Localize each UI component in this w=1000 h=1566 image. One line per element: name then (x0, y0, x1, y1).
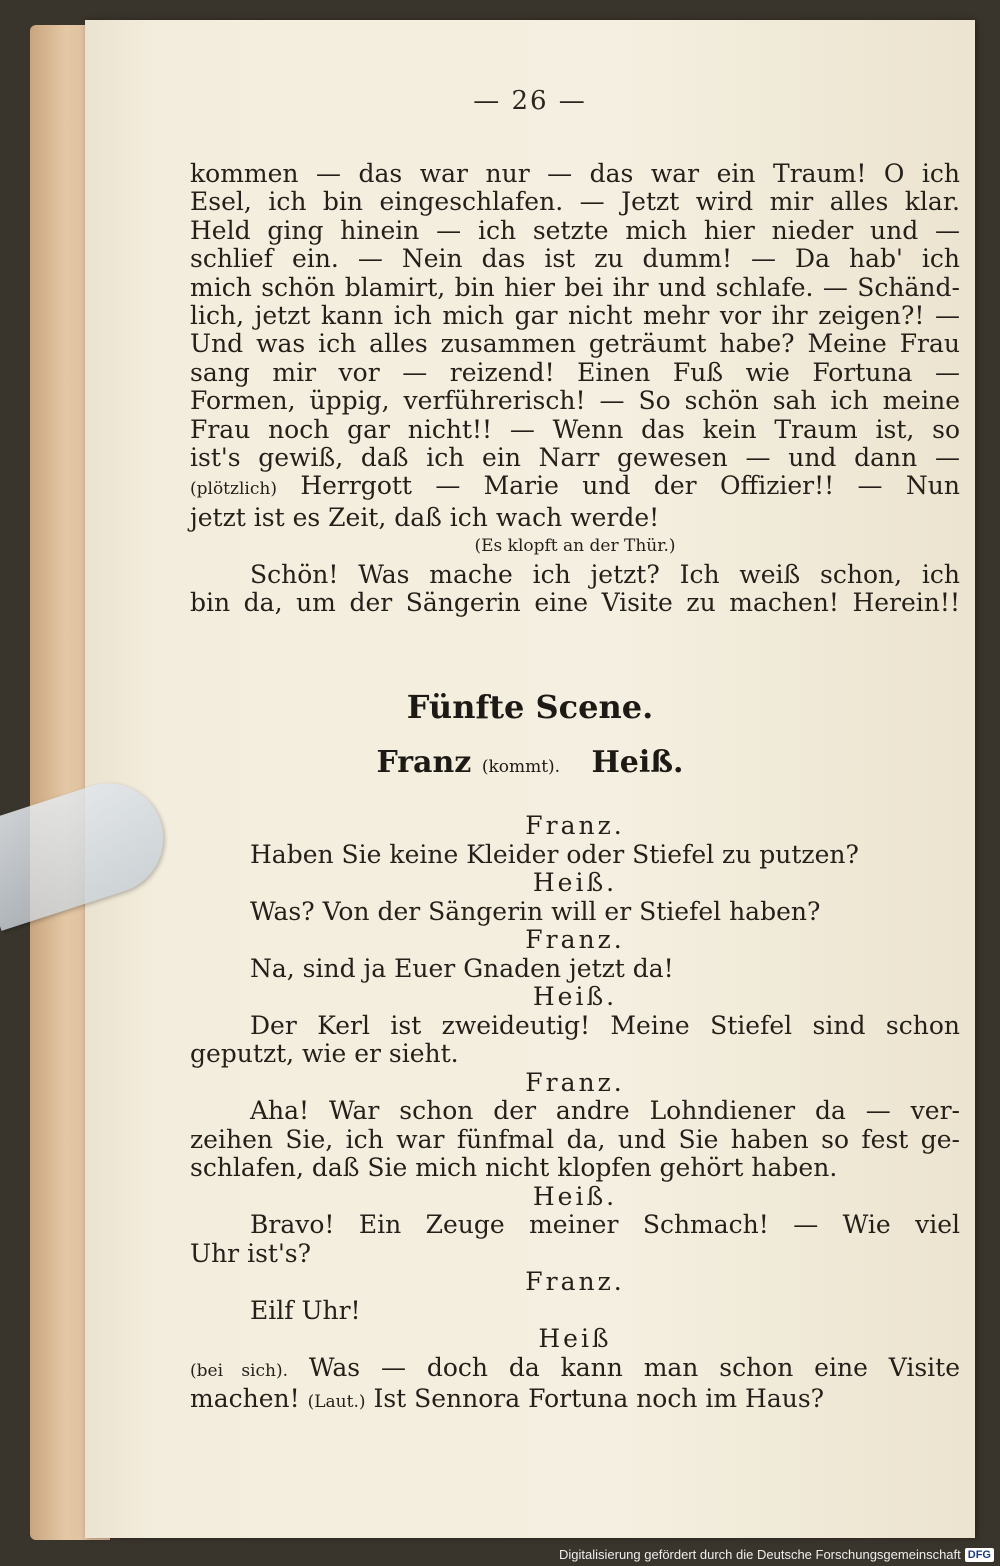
footer-text: Digitalisierung gefördert durch die Deutsche Forschungsgemeinschaft (558, 1547, 961, 1562)
text-span: Was — doch da kann man schon eine Visite (308, 1352, 960, 1382)
text-line: bin da, um der Sängerin eine Visite zu machen! Herein!! (190, 588, 960, 618)
speech-line: Was? Von der Sängerin will er Stiefel haben? (250, 896, 821, 926)
text-line: Frau noch gar nicht!! — Wenn das kein Traum ist, so (190, 414, 960, 444)
text-line: sang mir vor — reizend! Einen Fuß wie Fortuna — (190, 357, 960, 387)
text-line (190, 472, 960, 503)
speaker-name: Franz. (525, 925, 625, 954)
speaker-name: Franz. (525, 1267, 625, 1296)
speech-line: geputzt, wie er sieht. (190, 1039, 459, 1068)
speech-line: schlafen, daß Sie mich nicht klopfen gehört haben. (190, 1153, 838, 1182)
speech-line (190, 1354, 960, 1386)
speech-line: Eilf Uhr! (250, 1295, 361, 1325)
speech-line: zeihen Sie, ich war fünfmal da, und Sie haben so fest ge- (190, 1124, 960, 1154)
footer (559, 1547, 994, 1562)
speech-line: Bravo! Ein Zeuge meiner Schmach! — Wie viel (250, 1210, 960, 1239)
stage-direction: (plötzlich) (190, 479, 277, 500)
text-line: lich, jetzt kann ich mich gar nicht mehr vor ihr zeigen?! — (190, 301, 960, 331)
speech-line: Na, sind ja Euer Gnaden jetzt da! (250, 953, 674, 983)
speech-line (190, 1385, 960, 1417)
cast-franz: Franz (376, 745, 472, 780)
page-number: — 26 — (473, 86, 587, 116)
speaker-name: Heiß. (532, 1181, 618, 1211)
dfg-logo-icon: DFG (965, 1548, 994, 1562)
text-line: kommen — das war nur — das war ein Traum! O ich (190, 159, 960, 188)
text-line: jetzt ist es Zeit, daß ich wach werde! (190, 502, 660, 532)
text-line: ist's gewiß, daß ich ein Narr gewesen — und dann — (190, 443, 960, 473)
text-span: Ist Sennora Fortuna noch im Haus? (373, 1384, 825, 1413)
text-line: Formen, üppig, verführerisch! — So schön sah ich meine (190, 386, 960, 416)
cast-list (85, 745, 975, 780)
speaker-name: Franz. (525, 1067, 625, 1097)
text-line: Schön! Was mache ich jetzt? Ich weiß schon, ich (250, 559, 960, 589)
dialog (190, 812, 960, 1417)
speaker-name: Heiß. (532, 982, 618, 1011)
text-line: schlief ein. — Nein das ist zu dumm! — Da hab' ich (190, 244, 960, 274)
cast-heiss: Heiß. (591, 745, 684, 780)
stage-direction: (Es klopft an der Thür.) (474, 536, 676, 557)
speech-line: Haben Sie keine Kleider oder Stiefel zu putzen? (250, 839, 859, 869)
main-text (190, 160, 960, 618)
speech-line: Aha! War schon der andre Lohndiener da — ver- (250, 1096, 960, 1125)
stage-direction: (Laut.) (307, 1392, 366, 1412)
text-line: mich schön blamirt, bin hier bei ihr und schlafe. — Schänd- (190, 272, 960, 302)
scene-title: Fünfte Scene. (406, 688, 654, 726)
stage-direction: (bei sich). (190, 1360, 288, 1381)
text-line: Und was ich alles zusammen geträumt habe? Meine Frau (190, 329, 960, 359)
text-line: Held ging hinein — ich setzte mich hier nieder und — (190, 215, 960, 245)
text-span: machen! (190, 1384, 300, 1413)
speech-line: Uhr ist's? (190, 1238, 312, 1268)
speaker-name: Franz. (525, 811, 625, 840)
speaker-name: Heiß (538, 1324, 612, 1353)
text-span: Herrgott — Marie und der Offizier!! — Nun (300, 471, 960, 501)
speaker-name: Heiß. (532, 868, 618, 897)
text-line: Esel, ich bin eingeschlafen. — Jetzt wird mir alles klar. (190, 187, 960, 217)
stage-direction: (kommt). (481, 757, 561, 777)
book-page (85, 20, 975, 1538)
speech-line: Der Kerl ist zweideutig! Meine Stiefel sind schon (250, 1010, 960, 1040)
